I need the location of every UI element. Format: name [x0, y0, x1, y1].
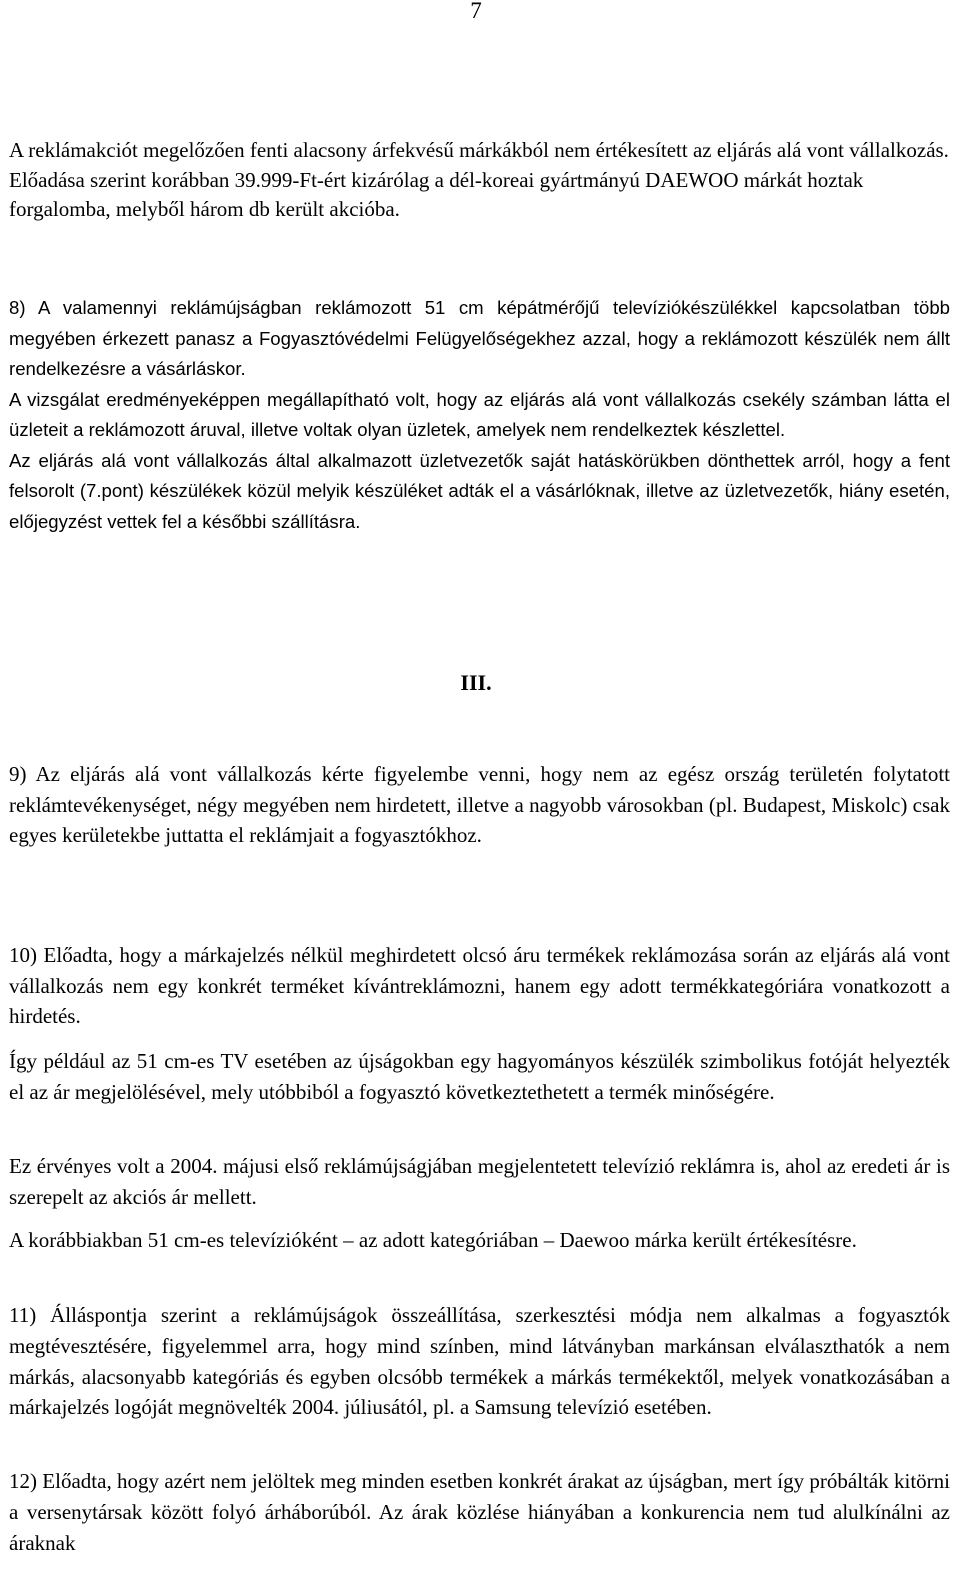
- paragraph-earlier-block: [9, 1225, 950, 1256]
- page-number: 7: [470, 0, 482, 23]
- paragraph-12-block: [9, 1466, 950, 1558]
- paragraph-9-block: [9, 759, 950, 851]
- paragraph-validity-block: [9, 1151, 950, 1212]
- paragraph-10: A korábbiakban 51 cm-es televízióként – az adott kategóriában – Daewoo márka került értékesítésre.: [9, 1228, 857, 1252]
- paragraph-2: Előadása szerint korábban 39.999-Ft-ért kizárólag a dél-koreai gyártmányú DAEWOO márkát hoztak forgalomba, melyből három db került akcióba.: [9, 167, 864, 222]
- paragraph-8: [9, 293, 950, 537]
- paragraph-11: 11) Álláspontja szerint a reklámújságok összeállítása, szerkesztési módja nem alkalmas a fogyasztók megtévesztésére, figyelemmel arra, hogy mind színben, mind látványban markánsan elválaszthatók a nem márkás, alacsonyabb kategóriás és egyben olcsóbb termékek a márkás termékektől, melyek vonatkozásában a márkajelzés logóját megnövelték 2004. júliusától, pl. a Samsung televízió esetében.: [9, 1303, 950, 1420]
- paragraph-5: Az eljárás alá vont vállalkozás által alkalmazott üzletvezetők saját hatáskörükben dönthettek arról, hogy a fent felsorolt (7.pont) készülékek közül melyik készüléket adták el a vásárlóknak, illetve az üzletvezetők, hiány esetén, előjegyzést vettek fel a későbbi szállításra.: [9, 449, 950, 532]
- section-heading: III.: [460, 670, 492, 695]
- paragraph-intro: [9, 136, 950, 225]
- paragraph-7: 10) Előadta, hogy a márkajelzés nélkül meghirdetett olcsó áru termékek reklámozása során az eljárás alá vont vállalkozás nem egy konkrét terméket kívántreklámozni, hanem egy adott termékkategóriára vonatkozott a hirdetés.: [9, 943, 950, 1028]
- paragraph-12: 12) Előadta, hogy azért nem jelöltek meg minden esetben konkrét árakat az újságban, mert így próbálták kitörni a versenytársak között folyó árháborúból. Az árak közlése hiányában a konkurencia nem tud alulkínálni az áraknak: [9, 1469, 950, 1555]
- paragraph-3: 8) A valamennyi reklámújságban reklámozott 51 cm képátmérőjű televíziókészülékkel kapcsolatban több megyében érkezett panasz a Fogyasztóvédelmi Felügyelőségekhez azzal, hogy a reklámozott készülék nem állt rendelkezésre a vásárláskor.: [9, 297, 950, 379]
- paragraph-1: A reklámakciót megelőzően fenti alacsony árfekvésű márkákból nem értékesített az eljárás alá vont vállalkozás.: [9, 138, 949, 162]
- paragraph-9: Ez érvényes volt a 2004. májusi első reklámújságjában megjelentetett televízió reklámra is, ahol az eredeti ár is szerepelt az akciós ár mellett.: [9, 1154, 950, 1209]
- paragraph-6: 9) Az eljárás alá vont vállalkozás kérte figyelembe venni, hogy nem az egész ország területén folytatott reklámtevékenységet, négy megyében nem hirdetett, illetve a nagyobb városokban (pl. Budapest, Miskolc) csak egyes kerületekbe juttatta el reklámjait a fogyasztókhoz.: [9, 762, 950, 847]
- paragraph-example-block: [9, 1046, 950, 1107]
- paragraph-11-block: [9, 1300, 950, 1423]
- paragraph-10-block: [9, 940, 950, 1032]
- paragraph-4: A vizsgálat eredményeképpen megállapítható volt, hogy az eljárás alá vont vállalkozás csekély számban látta el üzleteit a reklámozott áruval, illetve voltak olyan üzletek, amelyek nem rendelkeztek készlettel.: [9, 388, 950, 440]
- paragraph-8: Így például az 51 cm-es TV esetében az újságokban egy hagyományos készülék szimbolikus fotóját helyezték el az ár megjelölésével, mely utóbbiból a fogyasztó következtethetett a termék minőségére.: [9, 1049, 950, 1104]
